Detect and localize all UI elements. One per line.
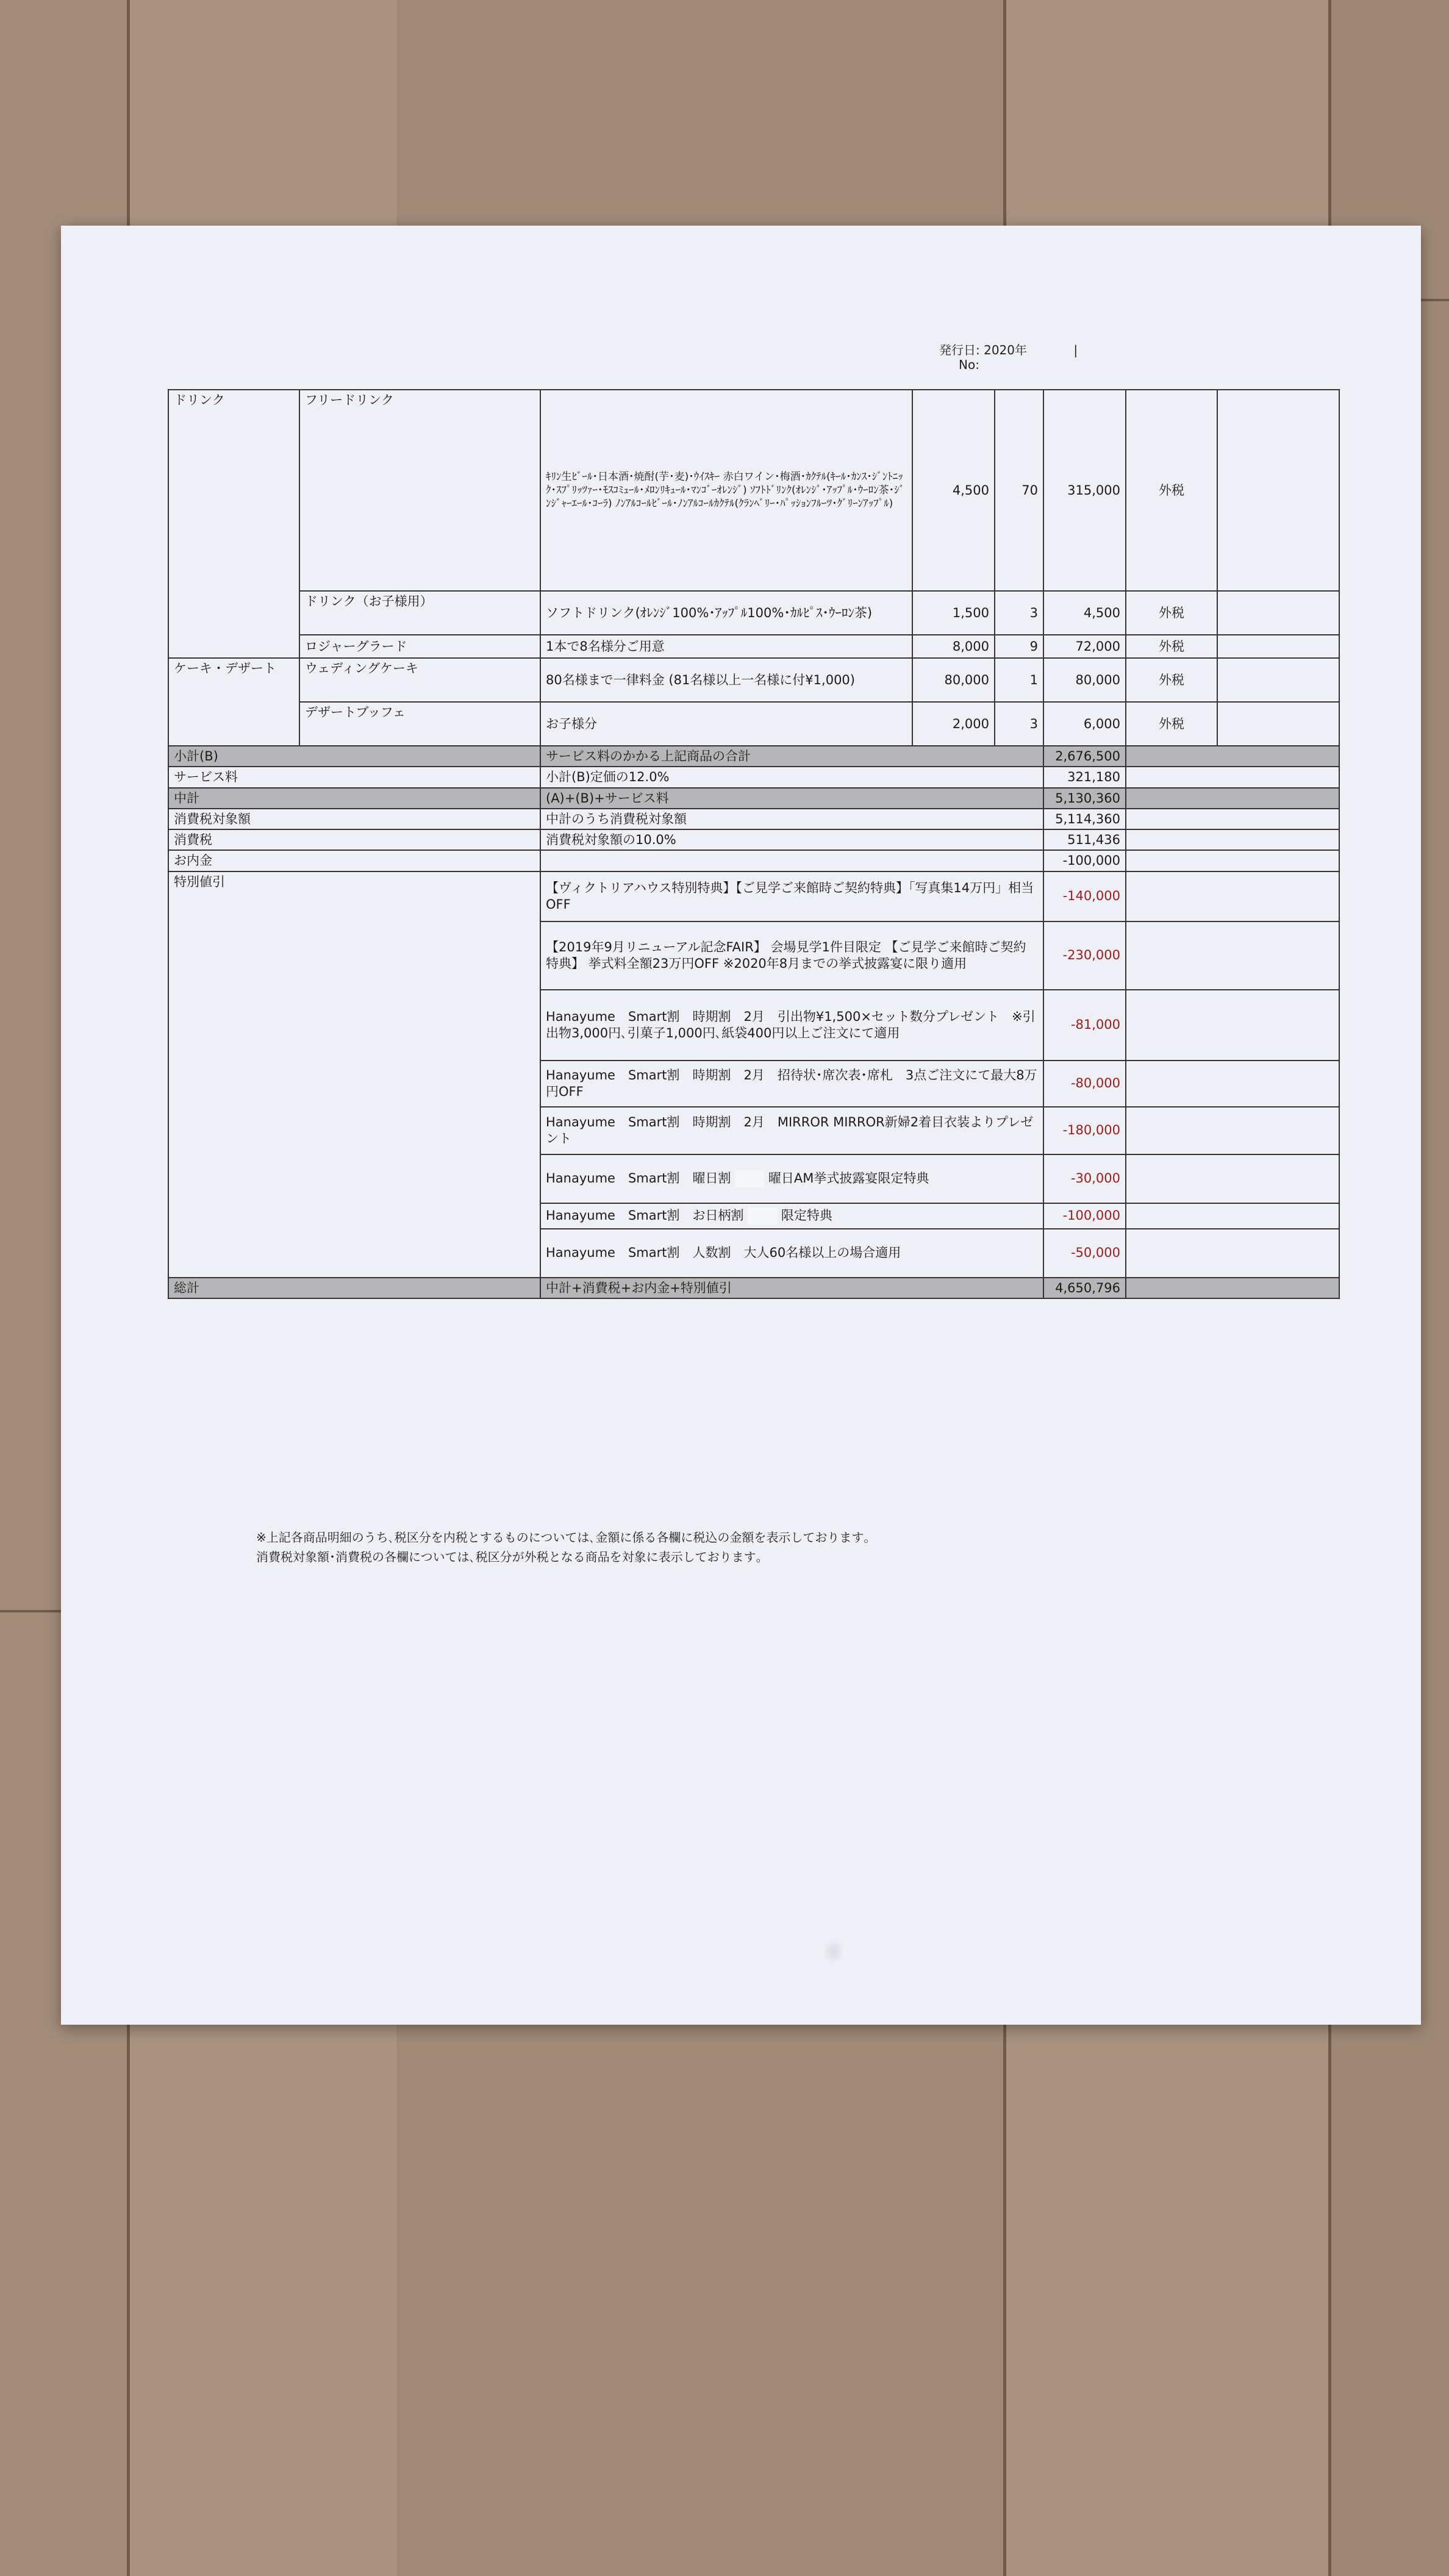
- issue-date-label: 発行日: 2020年: [939, 343, 1027, 357]
- amount: 315,000: [1043, 390, 1126, 591]
- redacted-area: [735, 1170, 764, 1187]
- summary-description: 中計のうち消費税対象額: [540, 809, 1043, 829]
- item-name: デザートブッフェ: [299, 702, 540, 746]
- discount-amount: -140,000: [1043, 871, 1126, 921]
- summary-label: 消費税対象額: [168, 809, 540, 829]
- discount-description: 【ヴィクトリアハウス特別特典】【ご見学ご来館時ご契約特典】「写真集14万円」相当OFF: [540, 871, 1043, 921]
- summary-amount: 511,436: [1043, 829, 1126, 850]
- item-description: お子様分: [540, 702, 912, 746]
- empty-cell: [1126, 850, 1339, 871]
- empty-cell: [1217, 658, 1339, 702]
- empty-cell: [1217, 702, 1339, 746]
- unit-price: 80,000: [912, 658, 995, 702]
- discount-label: 特別値引: [168, 871, 540, 1278]
- empty-cell: [1217, 591, 1339, 635]
- discount-description: Hanayume Smart割 人数割 大人60名様以上の場合適用: [540, 1229, 1043, 1278]
- empty-cell: [1126, 767, 1339, 787]
- discount-text: 曜日AM挙式披露宴限定特典: [768, 1170, 929, 1186]
- amount: 6,000: [1043, 702, 1126, 746]
- discount-description: [540, 1203, 1043, 1229]
- summary-row: [168, 788, 1339, 809]
- total-label: 総計: [168, 1278, 540, 1298]
- empty-cell: [1126, 829, 1339, 850]
- summary-amount: 2,676,500: [1043, 746, 1126, 767]
- summary-amount: -100,000: [1043, 850, 1126, 871]
- tax-type: 外税: [1126, 702, 1217, 746]
- summary-description: 消費税対象額の10.0%: [540, 829, 1043, 850]
- table-row: [168, 702, 1339, 746]
- category-cell: ケーキ・デザート: [168, 658, 299, 746]
- summary-label: サービス料: [168, 767, 540, 787]
- unit-price: 4,500: [912, 390, 995, 591]
- discount-amount: -80,000: [1043, 1061, 1126, 1107]
- invoice-sheet: [61, 226, 1421, 2025]
- empty-cell: [1217, 635, 1339, 658]
- discount-text: 限定特典: [781, 1208, 832, 1223]
- summary-description: [540, 850, 1043, 871]
- empty-cell: [1126, 1278, 1339, 1298]
- footnote: ※上記各商品明細のうち､税区分を内税とするものについては､金額に係る各欄に税込の金額を表示しております｡: [256, 1530, 870, 1545]
- summary-amount: 5,114,360: [1043, 809, 1126, 829]
- discount-description: Hanayume Smart割 時期割 2月 MIRROR MIRROR新婦2着目衣装よりプレゼント: [540, 1107, 1043, 1154]
- empty-cell: [1126, 871, 1339, 921]
- total-amount: 4,650,796: [1043, 1278, 1126, 1298]
- tax-type: 外税: [1126, 591, 1217, 635]
- discount-amount: -180,000: [1043, 1107, 1126, 1154]
- summary-description: サービス料のかかる上記商品の合計: [540, 746, 1043, 767]
- discount-description: 【2019年9月リニューアル記念FAIR】 会場見学1件目限定 【ご見学ご来館時ご契約特典】 挙式料全額23万円OFF ※2020年8月までの挙式披露宴に限り適用: [540, 921, 1043, 990]
- document-number: No:: [959, 357, 979, 372]
- summary-description: 小計(B)定価の12.0%: [540, 767, 1043, 787]
- discount-text: Hanayume Smart割 曜日割: [546, 1170, 731, 1186]
- empty-cell: [1217, 390, 1339, 591]
- empty-cell: [1126, 1061, 1339, 1107]
- discount-row: [168, 871, 1339, 921]
- discount-amount: -30,000: [1043, 1154, 1126, 1203]
- amount: 4,500: [1043, 591, 1126, 635]
- empty-cell: [1126, 1229, 1339, 1278]
- quantity: 3: [995, 591, 1043, 635]
- paper-stain: [823, 1939, 844, 1964]
- discount-amount: -230,000: [1043, 921, 1126, 990]
- summary-description: (A)+(B)+サービス料: [540, 788, 1043, 809]
- item-description: ソフトドリンク(ｵﾚﾝｼﾞ100%･ｱｯﾌﾟﾙ100%･ｶﾙﾋﾟｽ･ｳｰﾛﾝ茶): [540, 591, 912, 635]
- item-name: ドリンク（お子様用）: [299, 591, 540, 635]
- item-description: 1本で8名様分ご用意: [540, 635, 912, 658]
- footnote: 消費税対象額･消費税の各欄については､税区分が外税となる商品を対象に表示しております｡: [256, 1550, 762, 1564]
- summary-row: [168, 767, 1339, 787]
- summary-amount: 321,180: [1043, 767, 1126, 787]
- unit-price: 8,000: [912, 635, 995, 658]
- item-name: フリードリンク: [299, 390, 540, 591]
- empty-cell: [1126, 921, 1339, 990]
- footnotes: [256, 1528, 870, 1567]
- empty-cell: [1126, 746, 1339, 767]
- tax-type: 外税: [1126, 658, 1217, 702]
- item-description: 80名様まで一律料金 (81名様以上一名様に付¥1,000): [540, 658, 912, 702]
- amount: 80,000: [1043, 658, 1126, 702]
- summary-label: 小計(B): [168, 746, 540, 767]
- redacted-area: [748, 1208, 777, 1225]
- discount-amount: -50,000: [1043, 1229, 1126, 1278]
- issue-date: [939, 340, 1078, 358]
- table-row: [168, 635, 1339, 658]
- discount-description: Hanayume Smart割 時期割 2月 招待状･席次表･席札 3点ご注文にて最大8万円OFF: [540, 1061, 1043, 1107]
- quantity: 70: [995, 390, 1043, 591]
- discount-text: Hanayume Smart割 お日柄割: [546, 1208, 744, 1223]
- quantity: 1: [995, 658, 1043, 702]
- summary-label: お内金: [168, 850, 540, 871]
- total-row: [168, 1278, 1339, 1298]
- category-cell: ドリンク: [168, 390, 299, 658]
- summary-row: [168, 809, 1339, 829]
- item-name: ロジャーグラード: [299, 635, 540, 658]
- empty-cell: [1126, 1154, 1339, 1203]
- unit-price: 2,000: [912, 702, 995, 746]
- summary-row: [168, 746, 1339, 767]
- unit-price: 1,500: [912, 591, 995, 635]
- tax-type: 外税: [1126, 390, 1217, 591]
- table-row: [168, 658, 1339, 702]
- summary-label: 消費税: [168, 829, 540, 850]
- empty-cell: [1126, 990, 1339, 1061]
- amount: 72,000: [1043, 635, 1126, 658]
- empty-cell: [1126, 1107, 1339, 1154]
- total-description: 中計+消費税+お内金+特別値引: [540, 1278, 1043, 1298]
- empty-cell: [1126, 788, 1339, 809]
- summary-amount: 5,130,360: [1043, 788, 1126, 809]
- tax-type: 外税: [1126, 635, 1217, 658]
- discount-amount: -81,000: [1043, 990, 1126, 1061]
- empty-cell: [1126, 1203, 1339, 1229]
- table-row: [168, 591, 1339, 635]
- discount-description: Hanayume Smart割 時期割 2月 引出物¥1,500×セット数分プレゼント ※引出物3,000円､引菓子1,000円､紙袋400円以上ご注文にて適用: [540, 990, 1043, 1061]
- summary-row: [168, 829, 1339, 850]
- discount-amount: -100,000: [1043, 1203, 1126, 1229]
- summary-label: 中計: [168, 788, 540, 809]
- discount-description: [540, 1154, 1043, 1203]
- item-name: ウェディングケーキ: [299, 658, 540, 702]
- item-description: ｷﾘﾝ生ﾋﾞｰﾙ･日本酒･焼酎(芋･麦)･ｳｲｽｷｰ 赤白ワイン･梅酒･ｶｸﾃﾙ(ｷｰﾙ･ｶﾝｽ･ｼﾞﾝﾄﾆｯｸ･ｽﾌﾟﾘｯﾂｧｰ･ﾓｽｺﾐｭｰﾙ･ﾒﾛﾝﾘｷｭｰﾙ･ﾏﾝｺﾞｰｵﾚﾝｼﾞ) ｿﾌﾄﾄﾞﾘﾝｸ(ｵﾚﾝｼﾞ･ｱｯﾌﾟﾙ･ｳｰﾛﾝ茶･ｼﾞﾝｼﾞｬｰｴｰﾙ･ｺｰﾗ) ﾉﾝｱﾙｺｰﾙﾋﾞｰﾙ･ﾉﾝｱﾙｺｰﾙｶｸﾃﾙ(ｸﾗﾝﾍﾞﾘｰ･ﾊﾟｯｼｮﾝﾌﾙｰﾂ･ｸﾞﾘｰﾝｱｯﾌﾟﾙ): [540, 390, 912, 591]
- empty-cell: [1126, 809, 1339, 829]
- invoice-table: [168, 389, 1340, 1299]
- quantity: 9: [995, 635, 1043, 658]
- summary-row: [168, 850, 1339, 871]
- table-row: [168, 390, 1339, 591]
- issue-month: |: [1073, 343, 1078, 357]
- quantity: 3: [995, 702, 1043, 746]
